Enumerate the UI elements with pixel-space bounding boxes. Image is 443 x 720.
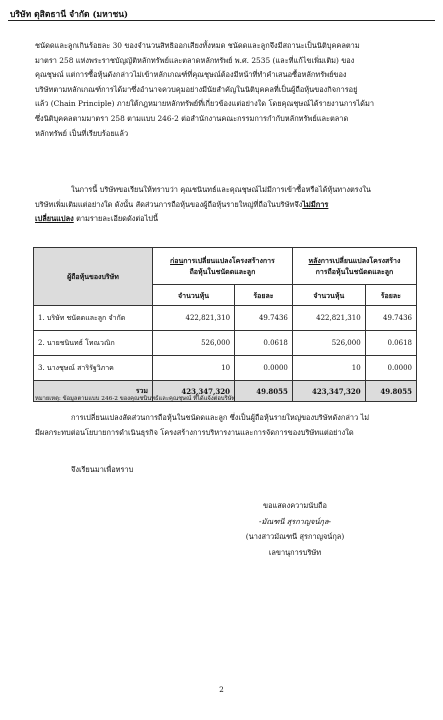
text-line: การเปลี่ยนแปลงสัดส่วนการถือหุ้นในชนัดดและลูก ซึ่งเป็นผู้ถือหุ้นรายใหญ่ของบริษัทดังกล่าว ไม่	[71, 413, 370, 422]
cell-before-shares: 526,000	[153, 331, 235, 356]
cell-holder: 2. นายชนินทธ์ โทณวณิก	[34, 331, 153, 356]
text-line: ในการนี้ บริษัทขอเรียนให้ทราบว่า คุณชนินทธ์และคุณชุษณ์ไม่มีการเข้าซื้อหรือได้หุ้นทางตรงใน	[71, 185, 371, 194]
text-span: ตามรายละเอียดดังต่อไปนี้	[73, 214, 159, 224]
header-holder: ผู้ถือหุ้นของบริษัท	[34, 248, 153, 306]
header-before	[153, 248, 293, 285]
text-line: บริษัทตามหลักเกณฑ์การได้มาซึ่งอำนาจควบคุมอย่างมีนัยสำคัญในนิติบุคคลที่เป็นผู้ถือหุ้นของกิจการอยู่	[35, 84, 358, 94]
cell-after-shares: 10	[292, 356, 365, 381]
paragraph-no-change	[35, 183, 417, 227]
text-line: คุณชุษณ์ แต่การซื้อหุ้นดังกล่าวไม่เข้าหลักเกณฑ์ที่คุณชุษณ์ต้องมีหน้าที่ทำคำเสนอซื้อหลักทรัพย์ของ	[35, 70, 347, 80]
subheader-shares: จำนวนหุ้น	[153, 285, 235, 306]
table-row	[34, 356, 417, 381]
emphasis-text: ไม่มีการ	[302, 199, 329, 209]
table-row	[34, 306, 417, 331]
header-after-text: การเปลี่ยนแปลงโครงสร้าง	[320, 256, 401, 265]
emphasis-text: เปลี่ยนแปลง	[35, 214, 74, 224]
cell-after-pct: 0.0000	[365, 356, 416, 381]
text-line	[35, 198, 417, 213]
signature-block	[220, 498, 370, 560]
paragraph-chain-principle	[35, 39, 417, 141]
closing-line	[35, 463, 417, 478]
signer-title: เลขานุการบริษัท	[268, 547, 322, 557]
header-after-emph: หลัง	[308, 256, 321, 265]
cell-total-after-pct: 49.8055	[365, 381, 416, 402]
text-line: ชนัดดและลูกเกินร้อยละ 30 ของจำนวนสิทธิออกเสียงทั้งหมด ชนัดดและลูกจึงมีสถานะเป็นนิติบุคคลตาม	[35, 41, 360, 50]
cell-before-pct: 49.7436	[235, 306, 293, 331]
cell-holder: 1. บริษัท ชนัดดและลูก จำกัด	[34, 306, 153, 331]
company-header: บริษัท ดุสิตธานี จำกัด (มหาชน)	[10, 10, 129, 20]
signer-name: (นางสาวมัณฑนี สุรกาญจน์กุล)	[245, 532, 345, 541]
cell-total-before-pct: 49.8055	[235, 381, 293, 402]
header-after-text2: การถือหุ้นในชนัดดและลูก	[315, 267, 394, 276]
cell-before-shares: 422,821,310	[153, 306, 235, 331]
cell-before-shares: 10	[153, 356, 235, 381]
subheader-shares: จำนวนหุ้น	[292, 285, 365, 306]
text-line	[35, 212, 417, 227]
text-line: แล้ว (Chain Principle) ภายใต้กฎหมายหลักทรัพย์ที่เกี่ยวข้องแต่อย่างใด โดยคุณชุษณ์ได้รายงานการได้มา	[35, 99, 374, 109]
table-footnote: หมายเหตุ: ข้อมูลตามแบบ 246-2 ของคุณชนินทธ์และคุณชุษณ์ ที่ได้แจ้งต่อบริษัท	[35, 396, 236, 402]
regards-text: ขอแสดงความนับถือ	[263, 501, 327, 510]
table-row	[34, 331, 417, 356]
cell-after-pct: 49.7436	[365, 306, 416, 331]
cell-after-shares: 422,821,310	[292, 306, 365, 331]
header-before-text: การเปลี่ยนแปลงโครงสร้างการ	[183, 256, 275, 265]
cell-before-pct: 0.0000	[235, 356, 293, 381]
cell-after-pct: 0.0618	[365, 331, 416, 356]
cell-after-shares: 526,000	[292, 331, 365, 356]
text-line: หลักทรัพย์ เป็นที่เรียบร้อยแล้ว	[35, 128, 129, 138]
cell-total-before-shares: 423,347,320	[153, 381, 235, 402]
signature: -มัณฑนี สุรกาญจน์กุล-	[258, 516, 332, 526]
shareholding-table	[33, 247, 417, 402]
header-before-emph: ก่อน	[170, 256, 184, 265]
cell-total-after-shares: 423,347,320	[292, 381, 365, 402]
header-divider	[8, 20, 435, 21]
subheader-percent: ร้อยละ	[235, 285, 293, 306]
text-line: จึงเรียนมาเพื่อทราบ	[71, 465, 134, 474]
subheader-percent: ร้อยละ	[365, 285, 416, 306]
paragraph-impact	[35, 411, 417, 440]
cell-total-label: รวม	[34, 381, 153, 402]
page-number: 2	[219, 685, 224, 694]
cell-before-pct: 0.0618	[235, 331, 293, 356]
header-before-text2: ถือหุ้นในชนัดดและลูก	[189, 267, 256, 276]
cell-holder: 3. นางชุษณ์ สาริรัฐวิภาค	[34, 356, 153, 381]
header-after	[292, 248, 416, 285]
text-line: มีผลกระทบต่อนโยบายการดำเนินธุรกิจ โครงสร้างการบริหารงานและการจัดการของบริษัทแต่อย่างใด	[35, 427, 354, 437]
text-line: ซึ่งนิติบุคคลตามมาตรา 258 ตามแบบ 246-2 ต่อสำนักงานคณะกรรมการกำกับหลักทรัพย์และตลาด	[35, 113, 349, 123]
text-line: มาตรา 258 แห่งพระราชบัญญัติหลักทรัพย์และตลาดหลักทรัพย์ พ.ศ. 2535 (และที่แก้ไขเพิ่มเติม) ของ	[35, 55, 355, 65]
text-span: บริษัทเพิ่มเติมแต่อย่างใด ดังนั้น สัดส่วนการถือหุ้นของผู้ถือหุ้นรายใหญ่ที่ถือในบริษัทจึง	[35, 199, 303, 209]
